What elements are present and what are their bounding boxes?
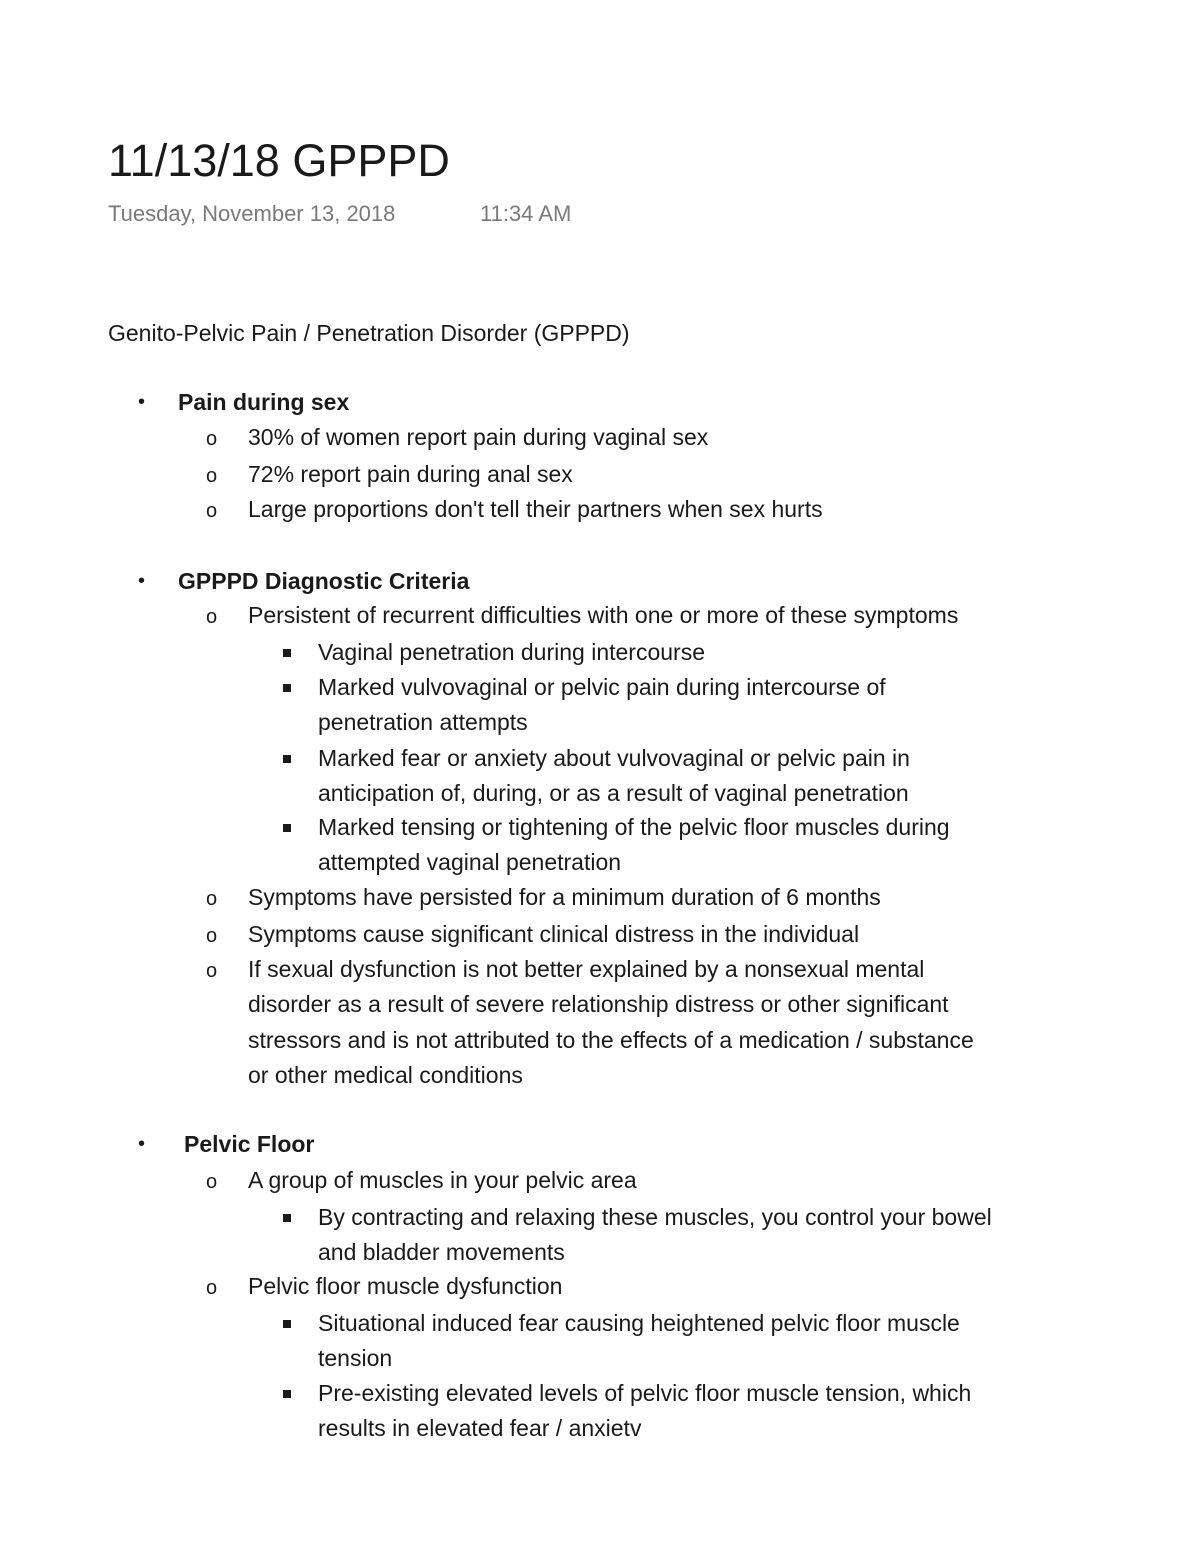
- list-item: Marked fear or anxiety about vulvovaginal or pelvic pain in: [318, 745, 910, 771]
- list-item: disorder as a result of severe relationship distress or other significant: [248, 991, 949, 1017]
- list-item: Symptoms have persisted for a minimum duration of 6 months: [248, 884, 881, 910]
- bullet-dot-icon: •: [138, 1133, 146, 1155]
- list-item: anticipation of, during, or as a result of vaginal penetration: [318, 780, 909, 806]
- list-item: Pre-existing elevated levels of pelvic floor muscle tension, which: [318, 1380, 972, 1406]
- bullet-circle-icon: o: [206, 428, 218, 450]
- list-item: Vaginal penetration during intercourse: [318, 639, 705, 665]
- list-item: Symptoms cause significant clinical distress in the individual: [248, 921, 860, 947]
- list-item: or other medical conditions: [248, 1062, 523, 1088]
- bullet-circle-icon: o: [206, 500, 218, 522]
- list-item: A group of muscles in your pelvic area: [248, 1167, 637, 1193]
- bullet-square-icon: [283, 649, 291, 657]
- note-time: 11:34 AM: [480, 201, 572, 226]
- list-item: Persistent of recurrent difficulties with one or more of these symptoms: [248, 602, 959, 628]
- list-item: Situational induced fear causing heightened pelvic floor muscle: [318, 1310, 960, 1336]
- list-item: 30% of women report pain during vaginal sex: [248, 424, 709, 450]
- bullet-circle-icon: o: [206, 1277, 218, 1299]
- bullet-circle-icon: o: [206, 1171, 218, 1193]
- section-heading: GPPPD Diagnostic Criteria: [178, 568, 470, 594]
- bullet-dot-icon: •: [138, 391, 146, 413]
- page-title: 11/13/18 GPPPD: [108, 135, 450, 186]
- section-heading: Pelvic Floor: [184, 1131, 315, 1157]
- bullet-dot-icon: •: [138, 570, 146, 592]
- list-item: attempted vaginal penetration: [318, 849, 622, 875]
- list-item: tension: [318, 1345, 393, 1371]
- list-item: Pelvic floor muscle dysfunction: [248, 1273, 563, 1299]
- list-item: penetration attempts: [318, 709, 528, 735]
- list-item: 72% report pain during anal sex: [248, 461, 573, 487]
- bullet-square-icon: [283, 824, 291, 832]
- bullet-square-icon: [283, 1390, 291, 1398]
- bullet-square-icon: [283, 1214, 291, 1222]
- bullet-square-icon: [283, 755, 291, 763]
- list-item: Marked tensing or tightening of the pelvic floor muscles during: [318, 814, 950, 840]
- list-item: and bladder movements: [318, 1239, 565, 1265]
- list-item: results in elevated fear / anxietv: [318, 1415, 642, 1441]
- list-item: By contracting and relaxing these muscles, you control your bowel: [318, 1204, 992, 1230]
- section-heading: Pain during sex: [178, 389, 350, 415]
- bullet-circle-icon: o: [206, 925, 218, 947]
- list-item: If sexual dysfunction is not better explained by a nonsexual mental: [248, 956, 925, 982]
- intro-heading: Genito-Pelvic Pain / Penetration Disorder (GPPPD): [108, 320, 630, 346]
- bullet-square-icon: [283, 684, 291, 692]
- bullet-circle-icon: o: [206, 888, 218, 910]
- note-date: Tuesday, November 13, 2018: [108, 201, 396, 226]
- bullet-square-icon: [283, 1320, 291, 1328]
- list-item: stressors and is not attributed to the effects of a medication / substance: [248, 1027, 974, 1053]
- list-item: Large proportions don't tell their partners when sex hurts: [248, 496, 823, 522]
- list-item: Marked vulvovaginal or pelvic pain during intercourse of: [318, 674, 886, 700]
- bullet-circle-icon: o: [206, 465, 218, 487]
- bullet-circle-icon: o: [206, 960, 218, 982]
- bullet-circle-icon: o: [206, 606, 218, 628]
